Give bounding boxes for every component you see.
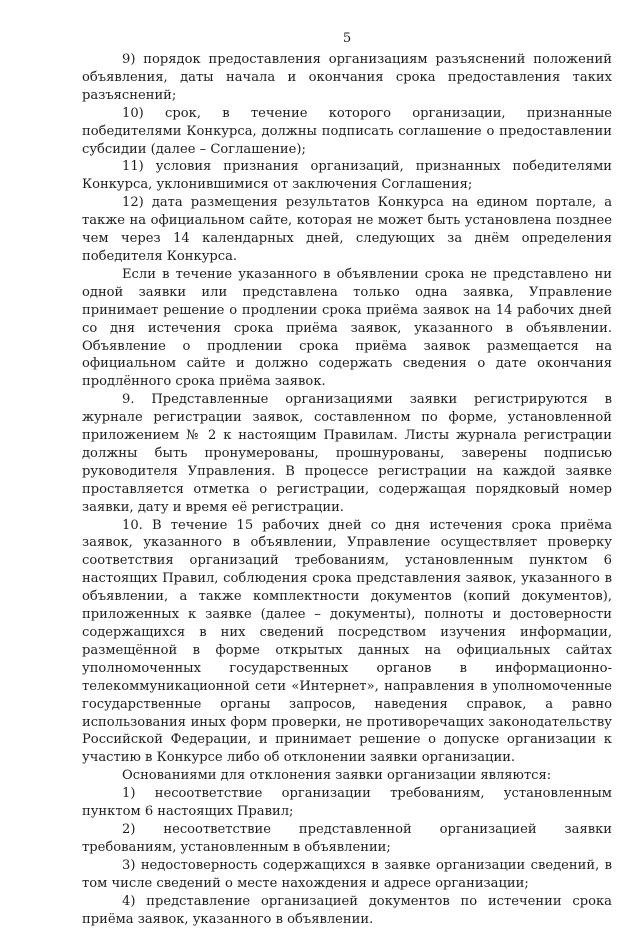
rejection-ground-4: 4) представление организацией документов по истечении срока приёма заявок, указанного в объявлении. (82, 893, 612, 927)
list-item-12: 12) дата размещения результатов Конкурса на едином портале, а также на официальном сайте, которая не может быть установлена позднее чем через 14 календарных дней, следующих за днём определения победителя Конкурса. (82, 195, 612, 264)
list-item-10: 10) срок, в течение которого организации, признанные победителями Конкурса, должны подписать соглашение о предоставлении субсидии (далее – Соглашение); (82, 105, 612, 157)
clause-10: 10. В течение 15 рабочих дней со дня истечения срока приёма заявок, указанного в объявлении, Управление осуществляет проверку соответствия организаций требованиям, установленным пунктом 6 настоящих Правил, соблюдения срока представления заявок, указанного в объявлении, а также комплектности документов (копий документов), приложенных к заявке (далее – документы), полноты и достоверности содержащихся в них сведений посредством изучения информации, размещённой в форме открытых данных на официальных сайтах уполномоченных государственных органов в информационно-телекоммуникационной сети «Интернет», направления в уполномоченные государственные органы запросов, наведения справок, а равно использования иных форм проверки, не противоречащих законодательству Российской Федерации, и принимает решение о допуске организации к участию в Конкурсе либо об отклонении заявки организации. (82, 517, 612, 766)
paragraph-deadline-extension: Если в течение указанного в объявлении срока не представлено ни одной заявки или представлена только одна заявка, Управление принимает решение о продлении срока приёма заявок на 14 рабочих дней со дня истечения срока приёма заявок, указанного в объявлении. Объявление о продлении срока приёма заявок размещается на официальном сайте и должно содержать сведения о дате окончания продлённого срока приёма заявок. (82, 266, 612, 390)
document-page (82, 0, 612, 928)
page-number: 5 (342, 31, 352, 46)
rejection-ground-1: 1) несоответствие организации требованиям, установленным пунктом 6 настоящих Правил; (82, 786, 612, 820)
rejection-ground-2: 2) несоответствие представленной организацией заявки требованиям, установленным в объявлении; (82, 821, 612, 855)
list-item-11: 11) условия признания организаций, признанных победителями Конкурса, уклонившимися от заключения Соглашения; (82, 159, 612, 193)
clause-9: 9. Представленные организациями заявки регистрируются в журнале регистрации заявок, составленном по форме, установленной приложением № 2 к настоящим Правилам. Листы журнала регистрации должны быть пронумерованы, прошнурованы, заверены подписью руководителя Управления. В процессе регистрации на каждой заявке проставляется отметка о регистрации, содержащая порядковый номер заявки, дату и время её регистрации. (82, 392, 612, 515)
rejection-grounds-heading: Основаниями для отклонения заявки организации являются: (122, 768, 552, 784)
rejection-ground-3: 3) недостоверность содержащихся в заявке организации сведений, в том числе сведений о месте нахождения и адресе организации; (82, 857, 612, 891)
list-item-9: 9) порядок предоставления организациям разъяснений положений объявления, даты начала и окончания срока предоставления таких разъяснений; (82, 52, 612, 103)
